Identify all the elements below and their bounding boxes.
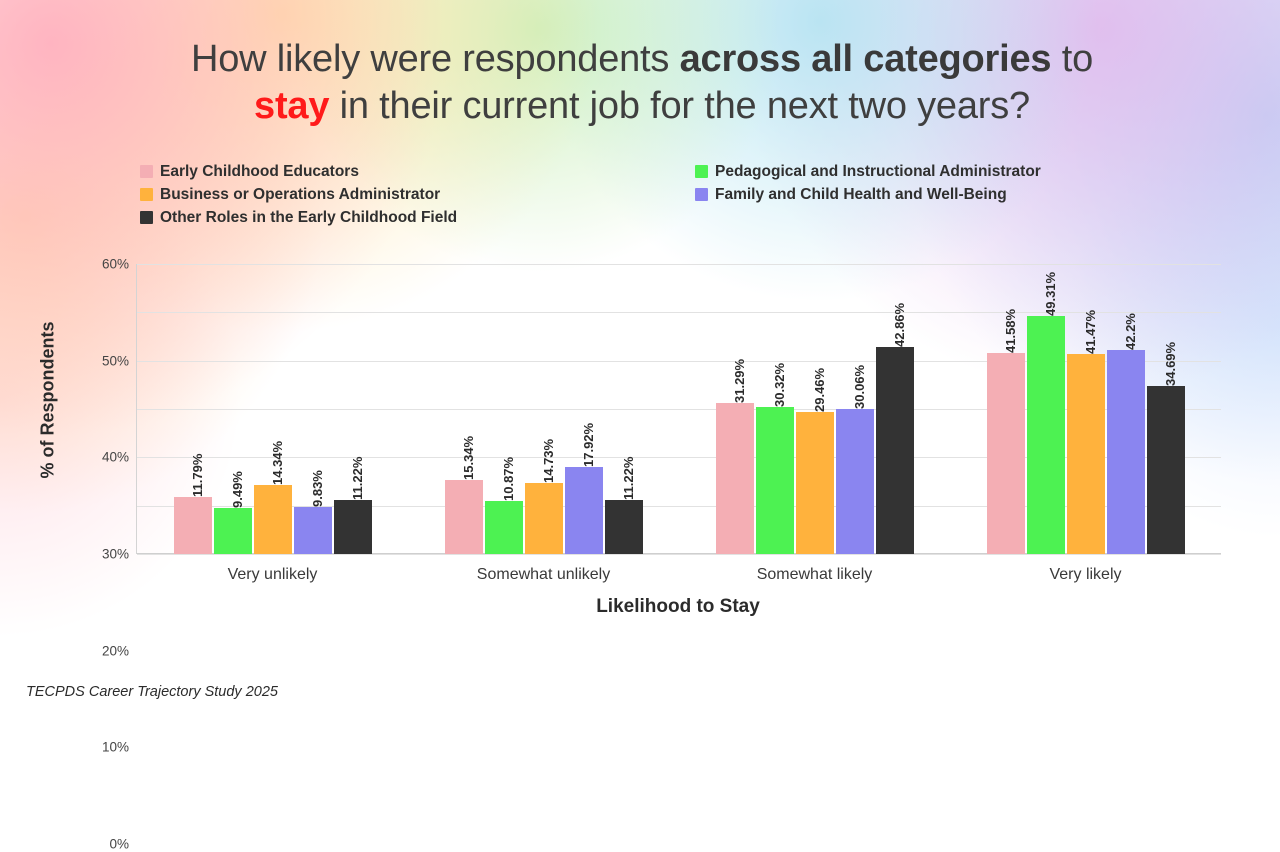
y-axis-tick-10: 10%	[101, 739, 129, 755]
bar-group-3	[950, 264, 1221, 583]
bar-slot-2-2	[796, 264, 834, 554]
bar[interactable]	[605, 456, 643, 554]
legend-item-3	[695, 186, 1200, 204]
bar-slot-1-0	[445, 264, 483, 554]
bar[interactable]	[174, 453, 212, 554]
bar[interactable]	[334, 456, 372, 554]
bar[interactable]	[876, 302, 914, 554]
y-axis-tick-0: 0%	[109, 836, 129, 852]
legend-swatch-icon-3	[695, 188, 708, 201]
y-axis-label: % of Respondents	[37, 321, 58, 479]
bar-value-label: 49.31%	[1042, 271, 1058, 316]
bar[interactable]	[796, 367, 834, 554]
bar[interactable]	[214, 471, 252, 554]
bar-value-label: 34.69%	[1162, 342, 1178, 387]
bar[interactable]	[1027, 271, 1065, 554]
bar-slot-1-4	[605, 264, 643, 554]
bar-slot-2-1	[756, 264, 794, 554]
legend-item-2	[140, 186, 695, 204]
bar-slot-3-4	[1147, 264, 1185, 554]
bar-value-label: 30.06%	[851, 364, 867, 409]
legend-item-1	[695, 163, 1200, 181]
y-axis-tick-40: 40%	[101, 449, 129, 465]
bar-slot-2-3	[836, 264, 874, 554]
bar-group-1	[408, 264, 679, 583]
title-segment-3: in their current job for the next two years?	[329, 85, 1030, 127]
bar-slot-2-4	[876, 264, 914, 554]
bar-value-label: 15.34%	[460, 435, 476, 480]
bar[interactable]	[987, 308, 1025, 554]
bar[interactable]	[1147, 342, 1185, 554]
bar-slot-0-2	[254, 264, 292, 554]
y-axis-tick-60: 60%	[101, 256, 129, 272]
y-axis-tick-30: 30%	[101, 546, 129, 562]
x-axis-tick-3: Very likely	[1049, 566, 1122, 583]
title-segment-bold: across all categories	[679, 38, 1052, 80]
bar-value-label: 31.29%	[731, 358, 747, 403]
bar-slot-0-0	[174, 264, 212, 554]
legend-swatch-icon-4	[140, 211, 153, 224]
legend-label-4: Other Roles in the Early Childhood Field	[160, 208, 458, 226]
bar-slot-1-2	[525, 264, 563, 554]
title-segment-1: How likely were respondents	[190, 38, 680, 80]
bar[interactable]	[485, 457, 523, 554]
bar-value-label: 41.58%	[1002, 308, 1018, 354]
bar-group-2	[679, 264, 950, 583]
legend-label-3: Family and Child Health and Well-Being	[715, 185, 1007, 203]
bar-value-label: 29.46%	[811, 367, 827, 412]
bar-slot-2-0	[716, 264, 754, 554]
bar-value-label: 17.92%	[580, 423, 596, 468]
bar[interactable]	[716, 358, 754, 554]
bar-slot-1-3	[565, 264, 603, 554]
bar[interactable]	[525, 438, 563, 554]
x-axis-tick-1: Somewhat unlikely	[476, 566, 611, 583]
bar[interactable]	[756, 363, 794, 554]
legend-swatch-icon-0	[140, 165, 153, 178]
x-axis-label: Likelihood to Stay	[596, 596, 760, 617]
bar-slot-3-3	[1107, 264, 1145, 554]
bar-value-label: 42.86%	[891, 302, 907, 347]
chart-legend	[140, 160, 1200, 229]
bar-value-label: 30.32%	[771, 363, 787, 408]
bar-value-label: 11.22%	[620, 456, 636, 500]
bar-slot-3-1	[1027, 264, 1065, 554]
page-title	[52, 36, 1232, 130]
title-segment-red: stay	[254, 85, 330, 127]
bar[interactable]	[294, 469, 332, 555]
bar-slot-3-0	[987, 264, 1025, 554]
bar-group-0	[137, 264, 408, 583]
bar[interactable]	[254, 440, 292, 554]
bar-groups	[137, 264, 1221, 583]
legend-label-0: Early Childhood Educators	[160, 162, 359, 180]
y-axis-tick-20: 20%	[101, 643, 129, 659]
bar-slot-0-1	[214, 264, 252, 554]
bar-slot-0-4	[334, 264, 372, 554]
bar[interactable]	[565, 423, 603, 554]
y-axis-tick-50: 50%	[101, 353, 129, 369]
bar-value-label: 11.79%	[189, 453, 205, 498]
x-axis-tick-0: Very unlikely	[227, 566, 318, 583]
bar-value-label: 11.22%	[349, 456, 365, 500]
bar-slot-1-1	[485, 264, 523, 554]
bar-value-label: 41.47%	[1082, 309, 1098, 354]
bar-slot-3-2	[1067, 264, 1105, 554]
bar[interactable]	[445, 435, 483, 554]
legend-item-4	[140, 209, 695, 227]
legend-label-2: Business or Operations Administrator	[160, 185, 441, 203]
legend-item-0	[140, 163, 695, 181]
title-segment-2: to	[1051, 38, 1094, 80]
bar-value-label: 9.49%	[229, 471, 245, 509]
bar-value-label: 9.83%	[309, 469, 325, 507]
bar-value-label: 14.73%	[540, 438, 556, 483]
legend-swatch-icon-1	[695, 165, 708, 178]
legend-swatch-icon-2	[140, 188, 153, 201]
bar[interactable]	[1067, 309, 1105, 554]
bar-value-label: 42.2%	[1122, 313, 1138, 351]
bar-slot-0-3	[294, 264, 332, 554]
x-axis-tick-2: Somewhat likely	[756, 566, 873, 583]
bar-value-label: 10.87%	[500, 457, 516, 502]
bar-value-label: 14.34%	[269, 440, 285, 485]
footnote: TECPDS Career Trajectory Study 2025	[26, 684, 278, 700]
legend-label-1: Pedagogical and Instructional Administrator	[715, 162, 1041, 180]
bar[interactable]	[836, 364, 874, 554]
bar[interactable]	[1107, 313, 1145, 554]
